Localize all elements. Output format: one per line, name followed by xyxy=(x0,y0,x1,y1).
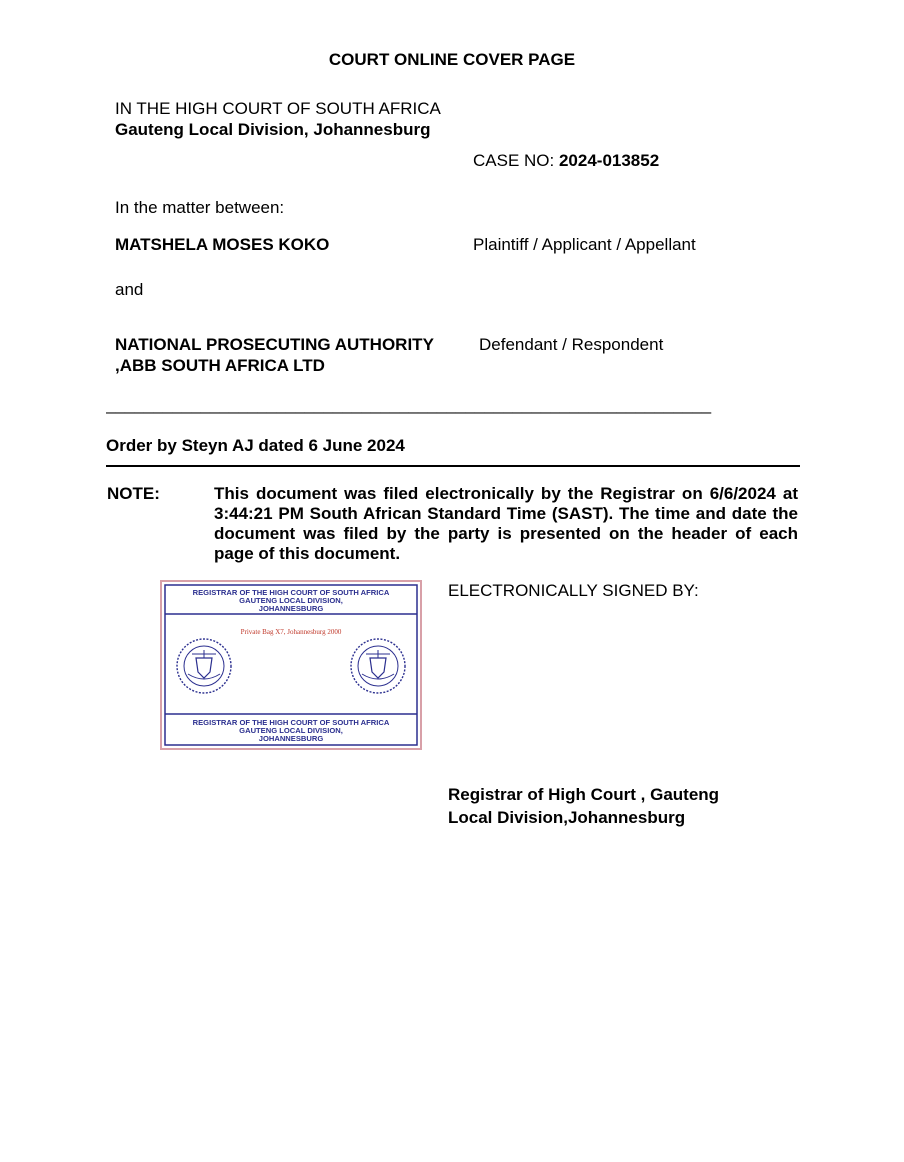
registrar-stamp-graphic xyxy=(160,580,422,750)
case-number: 2024-013852 xyxy=(558,151,660,170)
note-text: This document was filed electronically by the Registrar on 6/6/2024 at 3:44:21 PM South African Standard Time (SAST). The time and date the document was filed by the party is presented on the header of each page of this document. xyxy=(214,484,798,563)
underline-divider: ________________________________________________________________ xyxy=(106,395,712,414)
plaintiff-name: MATSHELA MOSES KOKO xyxy=(115,235,330,254)
page-title: COURT ONLINE COVER PAGE xyxy=(328,50,576,69)
signatory-line1: Registrar of High Court , Gauteng xyxy=(448,785,720,804)
stamp-address: Private Bag X7, Johannesburg 2000 xyxy=(240,628,342,636)
court-name: IN THE HIGH COURT OF SOUTH AFRICA xyxy=(115,99,441,118)
stamp-top-line1: REGISTRAR OF THE HIGH COURT OF SOUTH AFRICA xyxy=(192,588,390,597)
order-line: Order by Steyn AJ dated 6 June 2024 xyxy=(106,436,405,455)
court-division: Gauteng Local Division, Johannesburg xyxy=(115,120,431,139)
signatory-line2: Local Division,Johannesburg xyxy=(448,808,686,827)
defendant-name-line2: ,ABB SOUTH AFRICA LTD xyxy=(115,356,325,375)
signed-by-label: ELECTRONICALLY SIGNED BY: xyxy=(448,581,699,600)
plaintiff-role: Plaintiff / Applicant / Appellant xyxy=(473,235,696,254)
stamp-bottom-line2: GAUTENG LOCAL DIVISION, xyxy=(239,726,343,735)
registrar-stamp xyxy=(160,580,422,750)
stamp-bottom-line3: JOHANNESBURG xyxy=(258,734,324,743)
stamp-top-line2: GAUTENG LOCAL DIVISION, xyxy=(239,596,343,605)
note-label: NOTE: xyxy=(107,484,160,503)
and-text: and xyxy=(115,280,144,299)
stamp-top-line3: JOHANNESBURG xyxy=(258,604,324,613)
defendant-name-line1: NATIONAL PROSECUTING AUTHORITY xyxy=(115,335,434,354)
case-number-line xyxy=(473,150,659,171)
stamp-bottom-line1: REGISTRAR OF THE HIGH COURT OF SOUTH AFRICA xyxy=(192,718,390,727)
case-number-label: CASE NO: xyxy=(473,151,559,170)
section-rule xyxy=(106,465,800,467)
defendant-role: Defendant / Respondent xyxy=(479,335,664,354)
matter-between: In the matter between: xyxy=(115,198,285,217)
